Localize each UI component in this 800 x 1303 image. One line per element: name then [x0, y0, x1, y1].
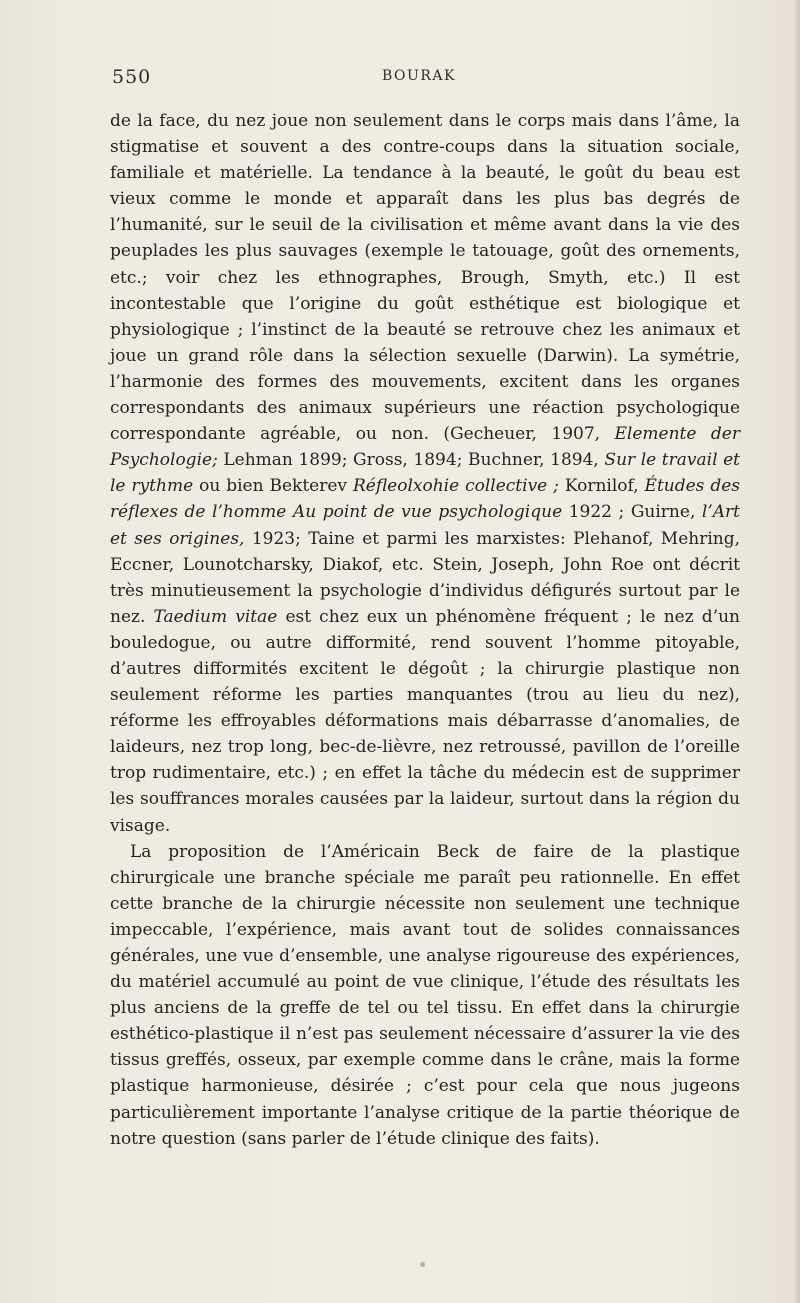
- text-run: 1923; Taine et parmi les marxistes: Plehanof, Mehring, Eccner, Lounotcharsky, Diakof, etc. Stein, Joseph, John Roe ont décrit très minutieusement la psychologie d’individus défigurés surtout par le nez.: [110, 528, 740, 627]
- text-run: Kornilof,: [558, 476, 645, 497]
- page-header: [112, 66, 698, 90]
- text-run: La proposition de l’Américain Beck de faire de la plastique chirurgicale une branche spéciale me paraît peu rationnelle. En effet cette branche de la chirurgie nécessite non seulement une technique impeccable, l’expérience, mais avant tout de solides connaissances générales, une vue d’ensemble, une analyse rigoureuse des expériences, du matériel accumulé au point de vue clinique, l’étude des résultats les plus anciens de la greffe de tel ou tel tissu. En effet dans la chirurgie esthético-plastique il n’est pas seulement nécessaire d’assurer la vie des tissus greffés, osseux, par exemple comme dans le crâne, mais la forme plastique harmonieuse, désirée ; c’est pour cela que nous jugeons particulièrement importante l’analyse critique de la partie théorique de notre question (sans parler de l’étude clinique des faits).: [110, 841, 740, 1149]
- text-run: ou bien Bekterev: [193, 476, 353, 497]
- text-run: est chez eux un phénomène fréquent ; le nez d’un bouledogue, ou autre difformité, rend souvent l’homme pitoyable, d’autres difformités excitent le dégoût ; la chirurgie plastique non seulement réforme les parties manquantes (trou au lieu du nez), réforme les effroyables déformations mais débarrasse d’anomalies, de laideurs, nez trop long, bec-de-lièvre, nez retroussé, pavillon de l’oreille trop rudimentaire, etc.) ; en effet la tâche du médecin est de supprimer les souffrances morales causées par la laideur, surtout dans la région du visage.: [110, 606, 740, 836]
- paper-speck: [420, 1262, 425, 1267]
- page-number: 550: [112, 66, 152, 88]
- text-run: 1922 ; Guirne,: [562, 502, 702, 523]
- italic-citation: Elemente der Psychologie;: [110, 424, 740, 471]
- running-head: BOURAK: [382, 68, 456, 84]
- page-edge-shadow: [794, 0, 800, 1303]
- text-run: de la face, du nez joue non seulement dans le corps mais dans l’âme, la stigmatise et souvent a des contre-coups dans la situation sociale, familiale et matérielle. La tendance à la beauté, le goût du beau est vieux comme le monde et apparaît dans les plus bas degrés de l’humanité, sur le seuil de la civilisation et même avant dans la vie des peuplades les plus sauvages (exemple le tatouage, goût des ornements, etc.; voir chez les ethnographes, Brough, Smyth, etc.) Il est incontestable que l’origine du goût esthétique est biologique et physiologique ; l’instinct de la beauté se retrouve chez les animaux et joue un grand rôle dans la sélection sexuelle (Darwin). La symétrie, l’harmonie des formes des mouvements, excitent dans les organes correspondants des animaux supérieurs une réaction psychologique correspondante agréable, ou non. (Gecheuer, 1907,: [110, 111, 740, 445]
- italic-citation: Études des réflexes de l’homme Au point de vue psychologique: [110, 476, 741, 523]
- text-run: Lehman 1899; Gross, 1894; Buchner, 1894,: [217, 450, 605, 471]
- body-text: [110, 108, 740, 1152]
- italic-citation: Sur le travail et le rythme: [110, 450, 740, 497]
- italic-citation: Taedium vitae: [153, 606, 278, 627]
- italic-citation: l’Art et ses origines,: [110, 502, 740, 549]
- paragraph-2: [110, 839, 740, 1152]
- paragraph-1: [110, 108, 740, 839]
- italic-citation: Réfleolxohie collective ;: [352, 476, 559, 497]
